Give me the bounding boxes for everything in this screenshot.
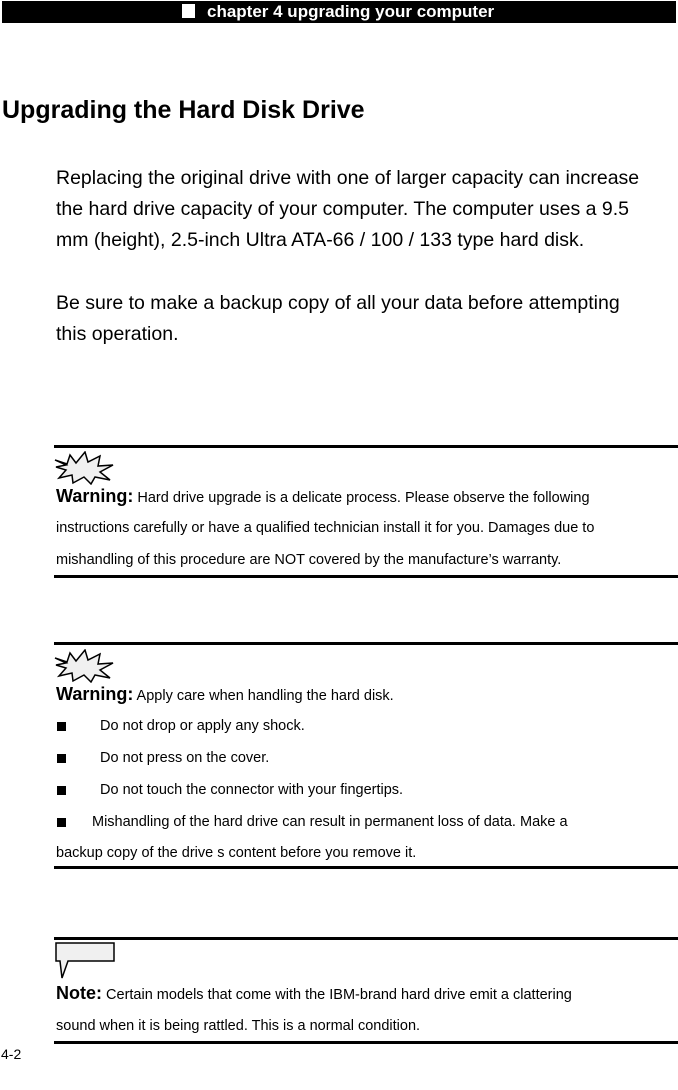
warning1-line	[56, 486, 678, 507]
paragraph-line: mm (height), 2.5-inch Ultra ATA-66 / 100 / 133 type hard disk.	[56, 229, 585, 251]
warning1-label: Warning:	[56, 486, 134, 506]
warning1-bottom-rule	[54, 575, 678, 578]
note-text: Certain models that come with the IBM-brand hard drive emit a clattering	[102, 987, 572, 1003]
note-callout-icon	[54, 941, 116, 981]
warning2-bullet: Do not touch the connector with your fingertips.	[100, 782, 404, 798]
note-bottom-rule	[54, 1041, 678, 1044]
warning1-top-rule	[54, 445, 678, 448]
warning2-line	[56, 684, 678, 705]
paragraph-line: this operation.	[56, 323, 179, 345]
warning2-continuation: backup copy of the drive s content before you remove it.	[56, 845, 417, 861]
warning1-line: mishandling of this procedure are NOT covered by the manufacture’s warranty.	[56, 552, 562, 568]
warning2-label: Warning:	[56, 684, 134, 704]
page-number: 4-2	[1, 1046, 22, 1062]
warning1-text: Hard drive upgrade is a delicate process. Please observe the following	[133, 490, 590, 506]
paragraph-line: Be sure to make a backup copy of all your data before attempting	[56, 292, 620, 314]
square-bullet-icon	[182, 4, 195, 18]
page-title: Upgrading the Hard Disk Drive	[2, 96, 365, 124]
chapter-header	[2, 1, 676, 23]
bullet-square-icon	[57, 722, 66, 731]
bullet-square-icon	[57, 818, 66, 827]
bullet-square-icon	[57, 754, 66, 763]
warning-burst-icon	[54, 451, 114, 485]
note-line	[56, 983, 678, 1004]
warning2-bullet: Do not drop or apply any shock.	[100, 718, 305, 734]
note-top-rule	[54, 937, 678, 940]
note-line: sound when it is being rattled. This is a normal condition.	[56, 1018, 421, 1034]
intro-paragraph	[56, 163, 676, 256]
backup-paragraph	[56, 288, 676, 350]
warning-burst-icon	[54, 649, 114, 683]
warning2-bullet: Do not press on the cover.	[100, 750, 270, 766]
warning2-bottom-rule	[54, 866, 678, 869]
warning1-line: instructions carefully or have a qualified technician install it for you. Damages due to	[56, 520, 595, 536]
paragraph-line: Replacing the original drive with one of larger capacity can increase	[56, 167, 640, 189]
warning2-intro: Apply care when handling the hard disk.	[133, 688, 394, 704]
warning2-top-rule	[54, 642, 678, 645]
note-label: Note:	[56, 983, 102, 1003]
bullet-square-icon	[57, 786, 66, 795]
paragraph-line: the hard drive capacity of your computer. The computer uses a 9.5	[56, 198, 630, 220]
chapter-title: chapter 4 upgrading your computer	[207, 2, 495, 21]
warning2-bullet: Mishandling of the hard drive can result in permanent loss of data. Make a	[92, 814, 568, 830]
